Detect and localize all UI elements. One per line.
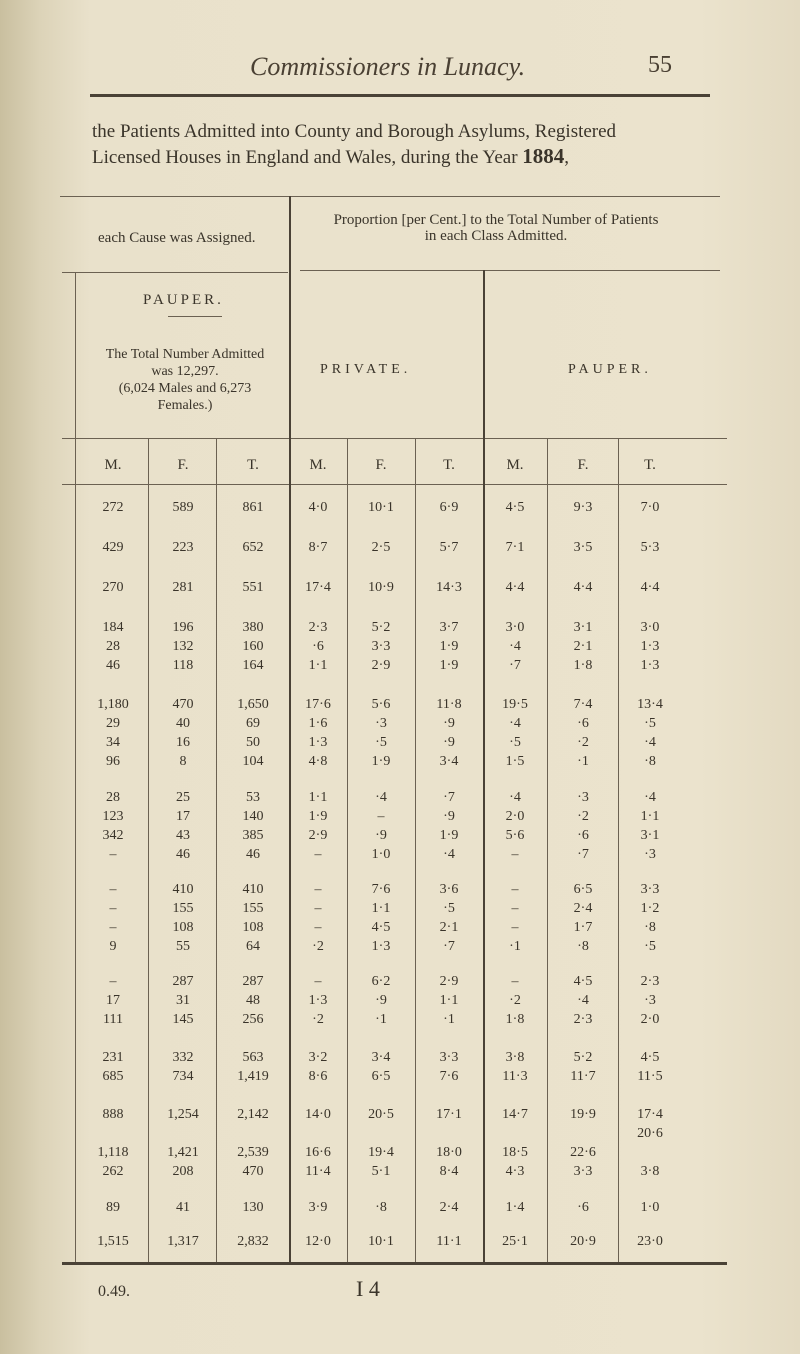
table-cell: 104 xyxy=(242,754,264,769)
pauper-desc-line-3: (6,024 Males and 6,273 xyxy=(118,381,252,396)
table-cell: 28 xyxy=(106,639,120,654)
running-head xyxy=(0,52,800,92)
table-cell: 20·6 xyxy=(637,1126,663,1141)
table-cell: 1·8 xyxy=(573,658,593,673)
column-header: T. xyxy=(247,457,259,473)
table-cell: 118 xyxy=(172,658,194,673)
table-cell: 551 xyxy=(242,580,264,595)
table-cell: ·4 xyxy=(509,716,521,731)
table-cell: ·4 xyxy=(509,790,521,805)
table-cell: 1,254 xyxy=(167,1107,199,1122)
table-cell: 2·1 xyxy=(439,920,459,935)
head-rule xyxy=(90,94,710,97)
table-cell: 41 xyxy=(176,1200,190,1215)
column-header: M. xyxy=(104,457,122,473)
table-cell: 3·3 xyxy=(439,1050,459,1065)
table-cell: 1·1 xyxy=(371,901,391,916)
table-cell: 385 xyxy=(242,828,264,843)
pauper-title: PAUPER. xyxy=(143,292,224,308)
private-group-label: PRIVATE. xyxy=(320,362,412,377)
column-header: T. xyxy=(443,457,455,473)
table-cell: 11·4 xyxy=(305,1164,331,1179)
table-cell: 2·4 xyxy=(573,901,593,916)
table-cell: 1·2 xyxy=(640,901,660,916)
table-cell: – xyxy=(314,882,322,897)
table-cell: 2,539 xyxy=(237,1145,269,1160)
table-cell: 4·3 xyxy=(505,1164,525,1179)
table-cell: 4·4 xyxy=(505,580,525,595)
table-cell: 164 xyxy=(242,658,264,673)
table-cell: 1·3 xyxy=(640,639,660,654)
column-header: F. xyxy=(577,457,589,473)
table-cell: 10·1 xyxy=(368,1234,394,1249)
table-cell: ·3 xyxy=(644,993,656,1008)
table-cell: 3·3 xyxy=(371,639,391,654)
left-border xyxy=(75,272,76,1262)
table-cell: 48 xyxy=(246,993,260,1008)
table-cell: 7·4 xyxy=(573,697,593,712)
table-cell: 410 xyxy=(172,882,194,897)
pauper-group-label: PAUPER. xyxy=(568,362,652,377)
table-cell: 208 xyxy=(172,1164,194,1179)
table-cell: 140 xyxy=(242,809,264,824)
page-number: 55 xyxy=(648,52,672,78)
table-cell: 5·6 xyxy=(505,828,525,843)
table-cell: 281 xyxy=(172,580,194,595)
table-cell: 9·3 xyxy=(573,500,593,515)
table-cell: ·5 xyxy=(644,939,656,954)
table-cell: ·6 xyxy=(577,716,589,731)
table-cell: ·5 xyxy=(443,901,455,916)
table-cell: 5·6 xyxy=(371,697,391,712)
table-cell: 5·3 xyxy=(640,540,660,555)
table-cell: 23·0 xyxy=(637,1234,663,1249)
table-cell: ·1 xyxy=(375,1012,387,1027)
table-cell: 3·8 xyxy=(505,1050,525,1065)
table-cell: 46 xyxy=(106,658,120,673)
table-cell: 342 xyxy=(102,828,124,843)
table-cell: 1·9 xyxy=(308,809,328,824)
heading-line-2-text: Licensed Houses in England and Wales, during the Year xyxy=(92,147,523,168)
table-cell: 6·2 xyxy=(371,974,391,989)
table-cell: ·2 xyxy=(312,1012,324,1027)
table-cell: – xyxy=(511,882,519,897)
table-cell: 19·4 xyxy=(368,1145,394,1160)
table-cell: – xyxy=(511,974,519,989)
table-cell: 10·9 xyxy=(368,580,394,595)
table-cell: 1·7 xyxy=(573,920,593,935)
table-cell: 2·5 xyxy=(371,540,391,555)
pauper-title-rule xyxy=(168,316,222,317)
column-header: M. xyxy=(309,457,327,473)
table-cell: 410 xyxy=(242,882,264,897)
heading-line-2 xyxy=(92,144,772,170)
table-cell: 4·4 xyxy=(640,580,660,595)
table-cell: 145 xyxy=(172,1012,194,1027)
table-cell: 7·6 xyxy=(371,882,391,897)
table-cell: 2·9 xyxy=(371,658,391,673)
heading-year: 1884 xyxy=(522,144,565,168)
table-cell: 19·5 xyxy=(502,697,528,712)
table-cell: 17 xyxy=(106,993,120,1008)
column-header: M. xyxy=(506,457,524,473)
table-cell: 5·1 xyxy=(371,1164,391,1179)
table-cell: – xyxy=(377,809,385,824)
table-cell: 108 xyxy=(242,920,264,935)
table-cell: 4·5 xyxy=(640,1050,660,1065)
table-cell: 46 xyxy=(176,847,190,862)
table-cell: 9 xyxy=(109,939,117,954)
table-cell: – xyxy=(314,901,322,916)
table-cell: 4·5 xyxy=(505,500,525,515)
table-cell: 19·9 xyxy=(570,1107,596,1122)
table-cell: ·2 xyxy=(509,993,521,1008)
table-cell: 64 xyxy=(246,939,260,954)
table-cell: 1,419 xyxy=(237,1069,269,1084)
table-cell: 3·2 xyxy=(308,1050,328,1065)
table-cell: 50 xyxy=(246,735,260,750)
table-cell: 4·4 xyxy=(573,580,593,595)
table-cell: 563 xyxy=(242,1050,264,1065)
table-cell: 46 xyxy=(246,847,260,862)
table-cell: 1,421 xyxy=(167,1145,199,1160)
table-cell: 2,832 xyxy=(237,1234,269,1249)
table-cell: ·6 xyxy=(577,1200,589,1215)
table-cell: 10·1 xyxy=(368,500,394,515)
column-header: F. xyxy=(375,457,387,473)
table-cell: 470 xyxy=(172,697,194,712)
cause-underline xyxy=(62,272,288,273)
table-cell: ·8 xyxy=(644,920,656,935)
table-cell: 43 xyxy=(176,828,190,843)
table-cell: – xyxy=(314,847,322,862)
table-cell: 1·1 xyxy=(308,658,328,673)
table-cell: ·3 xyxy=(644,847,656,862)
pauper-desc-line-2: was 12,297. xyxy=(151,364,219,379)
table-cell: 1·5 xyxy=(505,754,525,769)
table-cell: 22·6 xyxy=(570,1145,596,1160)
table-cell: 196 xyxy=(172,620,194,635)
table-cell: 6·5 xyxy=(573,882,593,897)
table-cell: 6·5 xyxy=(371,1069,391,1084)
table-cell: 3·1 xyxy=(640,828,660,843)
table-cell: 3·6 xyxy=(439,882,459,897)
table-cell: 1·1 xyxy=(640,809,660,824)
table-cell: – xyxy=(109,882,117,897)
table-bottom-rule xyxy=(62,1262,727,1265)
table-cell: ·3 xyxy=(375,716,387,731)
table-cell: 11·3 xyxy=(502,1069,528,1084)
table-cell: 3·3 xyxy=(640,882,660,897)
table-cell: 18·5 xyxy=(502,1145,528,1160)
table-cell: 8·4 xyxy=(439,1164,459,1179)
proportion-line-1: Proportion [per Cent.] to the Total Number of Patients xyxy=(333,212,659,228)
table-cell: 11·1 xyxy=(436,1234,462,1249)
table-cell: 262 xyxy=(102,1164,124,1179)
colhead-bottom-rule xyxy=(62,484,727,485)
table-cell: 130 xyxy=(242,1200,264,1215)
table-cell: ·4 xyxy=(644,735,656,750)
pauper-desc-line-1: The Total Number Admitted xyxy=(105,347,265,362)
table-cell: – xyxy=(511,901,519,916)
table-cell: ·2 xyxy=(577,735,589,750)
table-cell: ·9 xyxy=(443,809,455,824)
table-cell: ·1 xyxy=(443,1012,455,1027)
table-cell: 3·7 xyxy=(439,620,459,635)
table-cell: 40 xyxy=(176,716,190,731)
table-cell: ·2 xyxy=(312,939,324,954)
table-cell: 25 xyxy=(176,790,190,805)
table-cell: 685 xyxy=(102,1069,124,1084)
table-cell: 96 xyxy=(106,754,120,769)
column-header: T. xyxy=(644,457,656,473)
table-cell: 25·1 xyxy=(502,1234,528,1249)
table-cell: 1·9 xyxy=(439,828,459,843)
table-cell: 17·1 xyxy=(436,1107,462,1122)
table-cell: ·1 xyxy=(577,754,589,769)
table-cell: ·8 xyxy=(644,754,656,769)
signature-mark: I 4 xyxy=(356,1276,380,1301)
table-cell: 28 xyxy=(106,790,120,805)
table-cell: ·1 xyxy=(509,939,521,954)
table-cell: 2·1 xyxy=(573,639,593,654)
table-cell: 55 xyxy=(176,939,190,954)
table-cell: 231 xyxy=(102,1050,124,1065)
table-cell: 7·6 xyxy=(439,1069,459,1084)
table-cell: ·4 xyxy=(375,790,387,805)
table-cell: 2·0 xyxy=(640,1012,660,1027)
table-cell: 12·0 xyxy=(305,1234,331,1249)
table-cell: 13·4 xyxy=(637,697,663,712)
table-cell: 3·0 xyxy=(505,620,525,635)
table-cell: 4·5 xyxy=(371,920,391,935)
table-cell: 5·2 xyxy=(573,1050,593,1065)
table-cell: 1·3 xyxy=(371,939,391,954)
table-cell: 160 xyxy=(242,639,264,654)
table-cell: 3·1 xyxy=(573,620,593,635)
table-cell: 3·3 xyxy=(573,1164,593,1179)
table-cell: 332 xyxy=(172,1050,194,1065)
proportion-line-2: in each Class Admitted. xyxy=(424,228,568,244)
table-cell: 1·4 xyxy=(505,1200,525,1215)
table-cell: 1·1 xyxy=(308,790,328,805)
table-cell: 34 xyxy=(106,735,120,750)
table-heading xyxy=(92,120,772,170)
table-cell: 4·8 xyxy=(308,754,328,769)
table-cell: 3·4 xyxy=(439,754,459,769)
table-cell: ·4 xyxy=(509,639,521,654)
table-cell: 5·2 xyxy=(371,620,391,635)
proportion-underline xyxy=(300,270,720,271)
table-cell: 2·3 xyxy=(640,974,660,989)
header-top-rule xyxy=(60,196,720,197)
table-cell: – xyxy=(109,901,117,916)
table-cell: 17·4 xyxy=(305,580,331,595)
table-cell: – xyxy=(511,847,519,862)
table-cell: 3·9 xyxy=(308,1200,328,1215)
table-cell: ·7 xyxy=(577,847,589,862)
table-cell: ·5 xyxy=(375,735,387,750)
table-cell: 14·0 xyxy=(305,1107,331,1122)
table-cell: 69 xyxy=(246,716,260,731)
table-cell: 8·7 xyxy=(308,540,328,555)
cause-label: each Cause was Assigned. xyxy=(98,230,256,246)
table-cell: 184 xyxy=(102,620,124,635)
table-cell: ·6 xyxy=(577,828,589,843)
table-cell: 2·9 xyxy=(439,974,459,989)
table-cell: 29 xyxy=(106,716,120,731)
table-cell: ·9 xyxy=(443,716,455,731)
table-cell: ·5 xyxy=(644,716,656,731)
table-cell: 3·5 xyxy=(573,540,593,555)
table-cell: 1·3 xyxy=(308,993,328,1008)
table-cell: 6·9 xyxy=(439,500,459,515)
table-cell: 17·4 xyxy=(637,1107,663,1122)
table-cell: 1·8 xyxy=(505,1012,525,1027)
table-cell: ·4 xyxy=(443,847,455,862)
table-cell: 3·0 xyxy=(640,620,660,635)
table-cell: 14·3 xyxy=(436,580,462,595)
table-cell: 1,650 xyxy=(237,697,269,712)
table-cell: ·7 xyxy=(443,790,455,805)
table-cell: 3·8 xyxy=(640,1164,660,1179)
table-cell: 7·0 xyxy=(640,500,660,515)
table-cell: 429 xyxy=(102,540,124,555)
table-cell: 8 xyxy=(179,754,187,769)
table-cell: ·5 xyxy=(509,735,521,750)
table-cell: 7·1 xyxy=(505,540,525,555)
column-header: F. xyxy=(177,457,189,473)
table-cell: – xyxy=(314,974,322,989)
table-cell: – xyxy=(511,920,519,935)
table-cell: 4·0 xyxy=(308,500,328,515)
table-cell: 17 xyxy=(176,809,190,824)
table-cell: 20·5 xyxy=(368,1107,394,1122)
table-cell: 287 xyxy=(172,974,194,989)
table-cell: 14·7 xyxy=(502,1107,528,1122)
table-cell: 2·0 xyxy=(505,809,525,824)
table-cell: 11·5 xyxy=(637,1069,663,1084)
heading-line-1: the Patients Admitted into County and Borough Asylums, Registered xyxy=(92,121,617,142)
table-cell: 132 xyxy=(172,639,194,654)
running-title: Commissioners in Lunacy. xyxy=(250,52,526,81)
pauper-desc-line-4: Females.) xyxy=(157,398,213,413)
table-cell: 1·9 xyxy=(371,754,391,769)
table-cell: 108 xyxy=(172,920,194,935)
table-cell: 1·0 xyxy=(371,847,391,862)
table-cell: 1·9 xyxy=(439,639,459,654)
table-cell: 1·3 xyxy=(308,735,328,750)
table-cell: 2·3 xyxy=(308,620,328,635)
table-cell: 89 xyxy=(106,1200,120,1215)
table-cell: 11·8 xyxy=(436,697,462,712)
table-cell: 2·9 xyxy=(308,828,328,843)
colhead-top-rule xyxy=(62,438,727,439)
table-cell: ·2 xyxy=(577,809,589,824)
table-cell: 53 xyxy=(246,790,260,805)
table-cell: 2·4 xyxy=(439,1200,459,1215)
table-cell: 1·9 xyxy=(439,658,459,673)
table-cell: 155 xyxy=(172,901,194,916)
table-cell: ·6 xyxy=(312,639,324,654)
table-cell: ·9 xyxy=(375,993,387,1008)
table-cell: 5·7 xyxy=(439,540,459,555)
table-cell: 652 xyxy=(242,540,264,555)
table-cell: 270 xyxy=(102,580,124,595)
table-cell: ·8 xyxy=(375,1200,387,1215)
table-cell: – xyxy=(314,920,322,935)
table-cell: 1,515 xyxy=(97,1234,129,1249)
table-cell: ·3 xyxy=(577,790,589,805)
table-cell: 734 xyxy=(172,1069,194,1084)
table-cell: ·7 xyxy=(509,658,521,673)
table-cell: 11·7 xyxy=(570,1069,596,1084)
table-cell: 31 xyxy=(176,993,190,1008)
table-cell: 1,180 xyxy=(97,697,129,712)
table-cell: ·4 xyxy=(577,993,589,1008)
table-cell: 1,317 xyxy=(167,1234,199,1249)
table-cell: ·9 xyxy=(443,735,455,750)
table-cell: ·4 xyxy=(644,790,656,805)
table-cell: 1·3 xyxy=(640,658,660,673)
table-cell: 1·1 xyxy=(439,993,459,1008)
table-cell: 287 xyxy=(242,974,264,989)
table-cell: 1,118 xyxy=(97,1145,129,1160)
table-cell: 4·5 xyxy=(573,974,593,989)
heading-line-2-suffix: , xyxy=(564,147,570,168)
table-cell: 589 xyxy=(172,500,194,515)
table-cell: 888 xyxy=(102,1107,124,1122)
table-cell: ·8 xyxy=(577,939,589,954)
table-cell: 223 xyxy=(172,540,194,555)
footer-code: 0.49. xyxy=(98,1283,130,1300)
table-cell: 272 xyxy=(102,500,124,515)
table-cell: 18·0 xyxy=(436,1145,462,1160)
table-cell: 3·4 xyxy=(371,1050,391,1065)
table-cell: 2,142 xyxy=(237,1107,269,1122)
table-cell: 111 xyxy=(103,1012,123,1027)
table-cell: ·9 xyxy=(375,828,387,843)
table-cell: 16·6 xyxy=(305,1145,331,1160)
table-cell: – xyxy=(109,920,117,935)
table-cell: 16 xyxy=(176,735,190,750)
table-cell: 256 xyxy=(242,1012,264,1027)
table-cell: 470 xyxy=(242,1164,264,1179)
table-cell: 861 xyxy=(242,500,264,515)
table-cell: 380 xyxy=(242,620,264,635)
pauper-description xyxy=(80,346,290,414)
table-cell: 1·0 xyxy=(640,1200,660,1215)
proportion-label xyxy=(296,212,696,244)
table-cell: ·7 xyxy=(443,939,455,954)
table-cell: 20·9 xyxy=(570,1234,596,1249)
table-cell: 17·6 xyxy=(305,697,331,712)
table-cell: 2·3 xyxy=(573,1012,593,1027)
table-cell: – xyxy=(109,847,117,862)
table-cell: 1·6 xyxy=(308,716,328,731)
table-cell: 155 xyxy=(242,901,264,916)
table-cell: 123 xyxy=(102,809,124,824)
table-cell: 8·6 xyxy=(308,1069,328,1084)
table-cell: – xyxy=(109,974,117,989)
